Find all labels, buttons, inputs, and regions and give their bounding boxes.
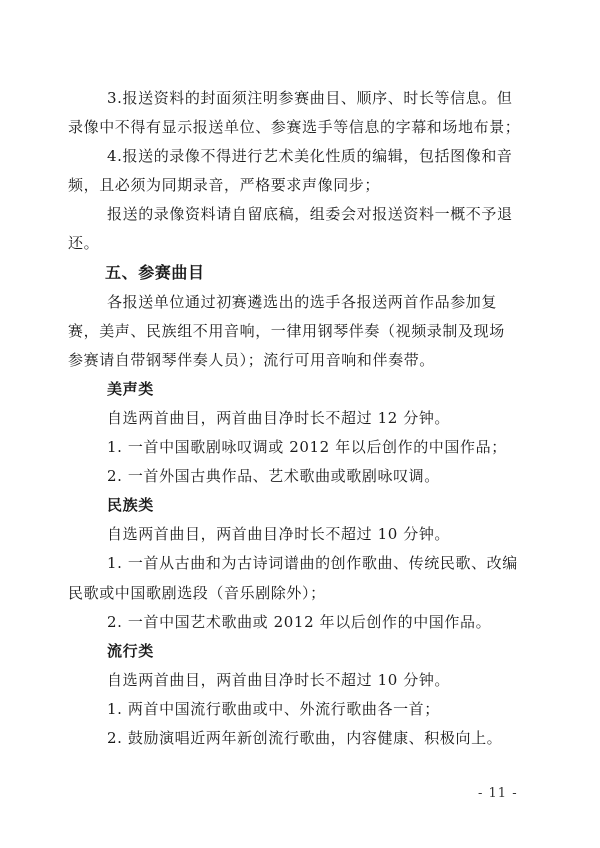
paragraph-line-1: 3.报送资料的封面须注明参赛曲目、顺序、时长等信息。但 bbox=[107, 89, 513, 107]
category-heading-pop: 流行类 bbox=[107, 642, 154, 660]
paragraph-line-19: 2. 一首中国艺术歌曲或 2012 年以后创作的中国作品。 bbox=[107, 613, 492, 631]
paragraph-line-17: 1. 一首从古曲和为古诗词谱曲的创作歌曲、传统民歌、改编 bbox=[107, 554, 518, 572]
paragraph-line-9: 赛，美声、民族组不用音响，一律用钢琴伴奏（视频录制及现场 bbox=[68, 322, 505, 340]
paragraph-line-4: 频，且必须为同期录音，严格要求声像同步； bbox=[68, 176, 381, 194]
paragraph-line-22: 1. 两首中国流行歌曲或中、外流行歌曲各一首； bbox=[107, 700, 440, 718]
page-number: - 11 - bbox=[478, 786, 518, 801]
paragraph-line-6: 还。 bbox=[68, 234, 100, 252]
paragraph-line-10: 参赛请自带钢琴伴奏人员）；流行可用音响和伴奏带。 bbox=[68, 351, 435, 369]
paragraph-line-16: 自选两首曲目，两首曲目净时长不超过 10 分钟。 bbox=[107, 525, 451, 543]
category-heading-bel-canto: 美声类 bbox=[107, 380, 154, 398]
paragraph-line-3: 4.报送的录像不得进行艺术美化性质的编辑，包括图像和音 bbox=[107, 147, 513, 165]
paragraph-line-12: 自选两首曲目，两首曲目净时长不超过 12 分钟。 bbox=[107, 409, 451, 427]
paragraph-line-18: 民歌或中国歌剧选段（音乐剧除外）； bbox=[68, 584, 326, 602]
section-heading: 五、参赛曲目 bbox=[105, 263, 205, 282]
paragraph-line-21: 自选两首曲目，两首曲目净时长不超过 10 分钟。 bbox=[107, 671, 451, 689]
paragraph-line-5: 报送的录像资料请自留底稿，组委会对报送资料一概不予退 bbox=[107, 205, 513, 223]
paragraph-line-8: 各报送单位通过初赛遴选出的选手各报送两首作品参加复 bbox=[107, 293, 498, 311]
paragraph-line-13: 1. 一首中国歌剧咏叹调或 2012 年以后创作的中国作品； bbox=[107, 438, 507, 456]
paragraph-line-23: 2. 鼓励演唱近两年新创流行歌曲，内容健康、积极向上。 bbox=[107, 729, 503, 747]
paragraph-line-2: 录像中不得有显示报送单位、参赛选手等信息的字幕和场地布景； bbox=[68, 118, 521, 136]
paragraph-line-14: 2. 一首外国古典作品、艺术歌曲或歌剧咏叹调。 bbox=[107, 467, 440, 485]
category-heading-folk: 民族类 bbox=[107, 496, 154, 514]
